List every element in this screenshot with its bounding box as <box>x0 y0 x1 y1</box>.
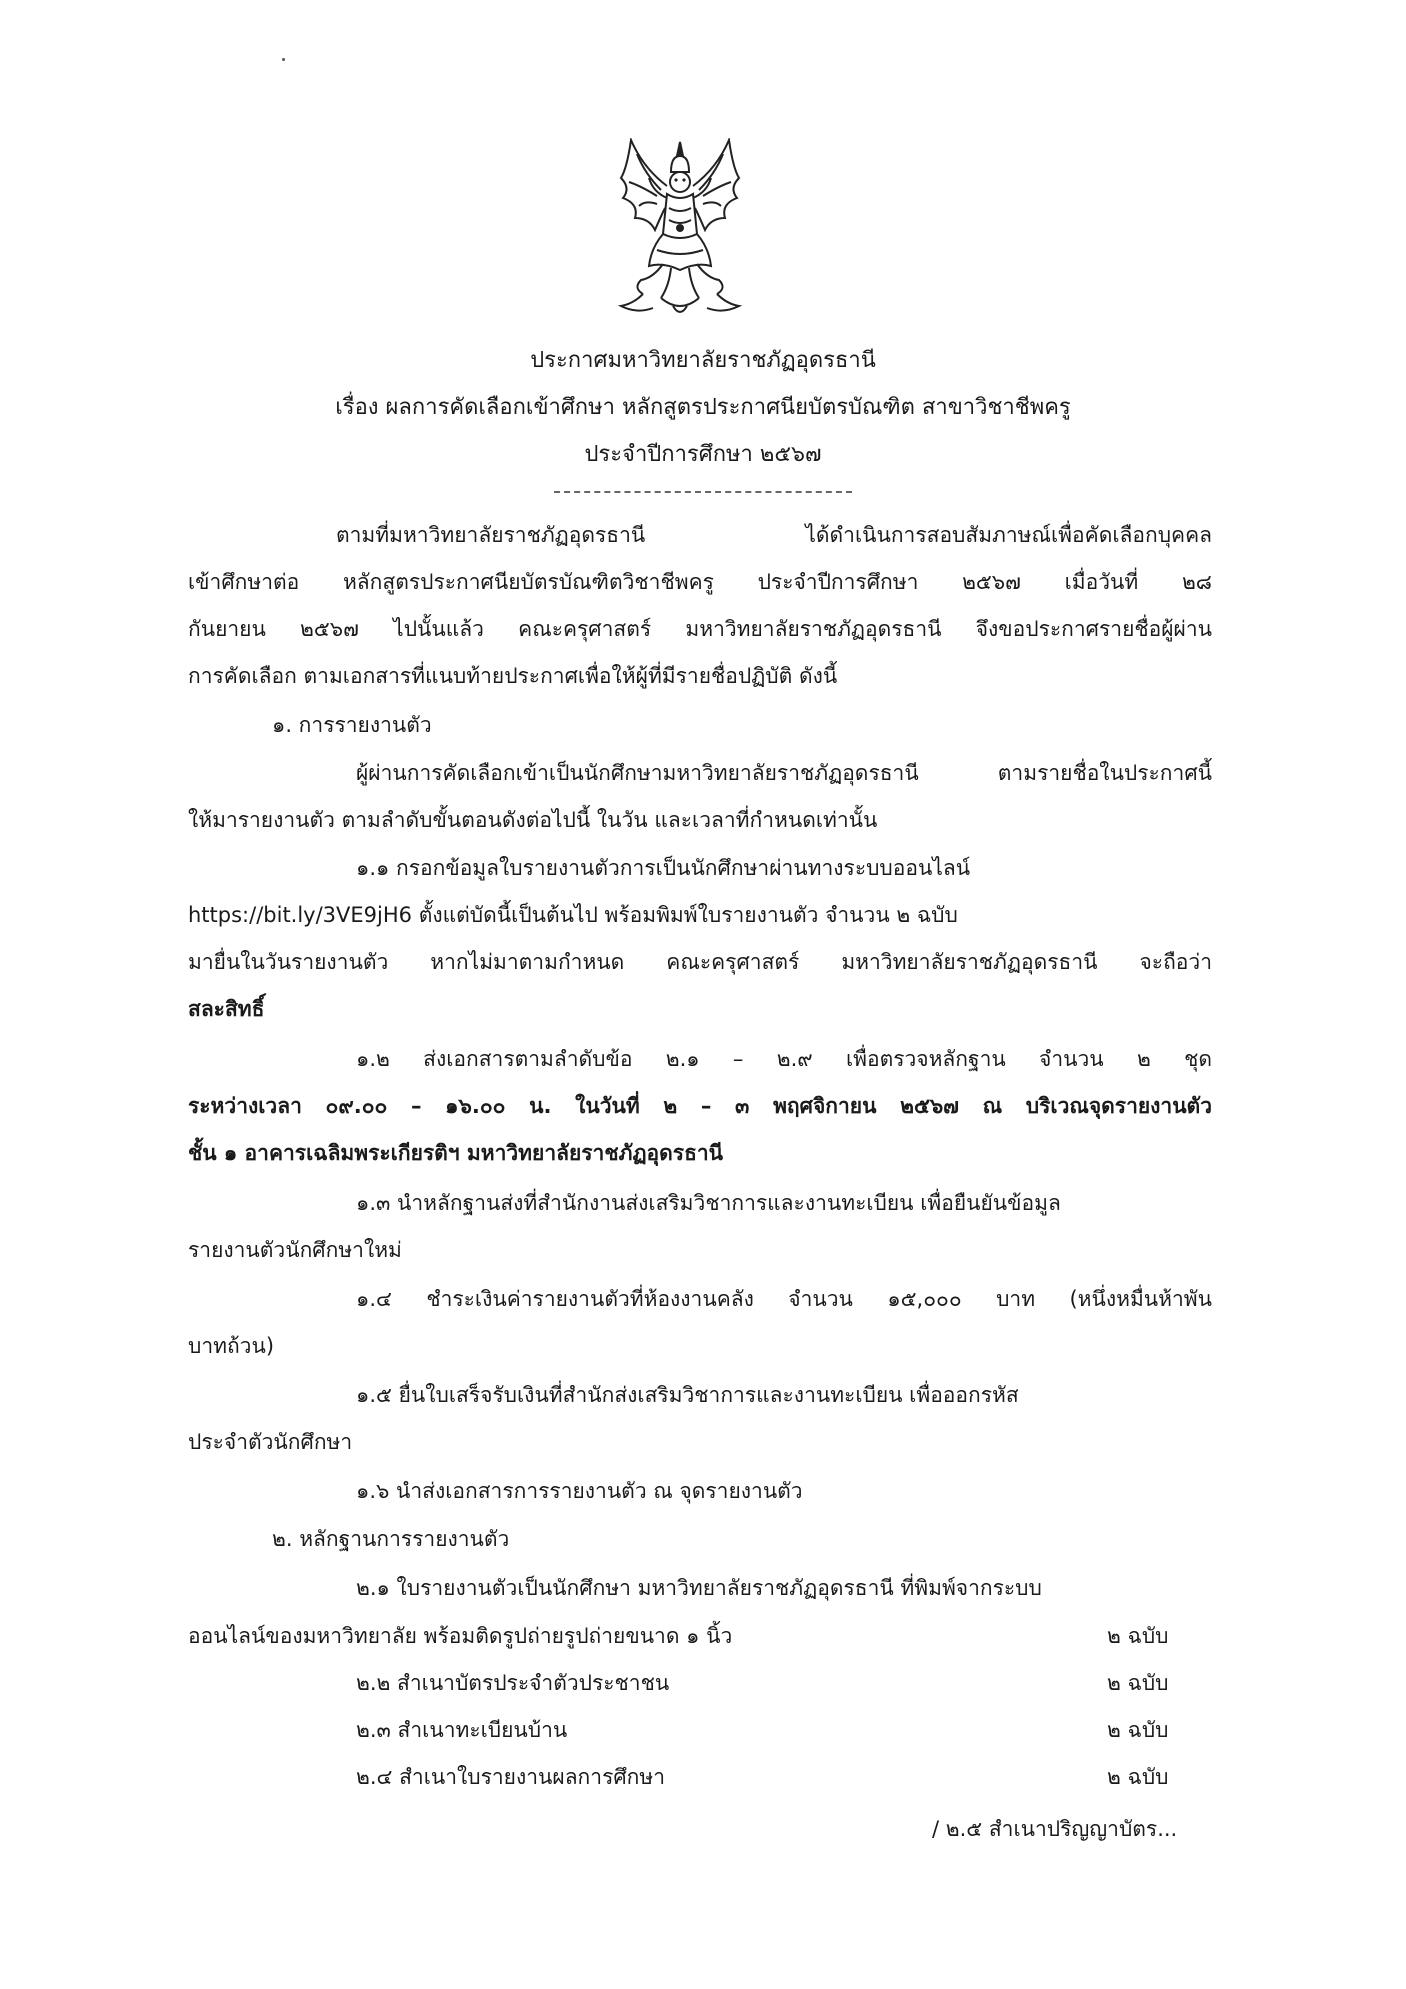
continuation-note: / ๒.๕ สำเนาปริญญาบัตร... <box>932 1817 1178 1841</box>
section-2-heading: ๒. หลักฐานการรายงานตัว <box>272 1527 510 1551</box>
item-2-4-line: ๒.๔ สำเนาใบรายงานผลการศึกษา <box>356 1765 666 1789</box>
item-1-1-forfeit: สละสิทธิ์ <box>188 997 265 1021</box>
item-2-3-quantity: ๒ ฉบับ <box>1107 1718 1169 1742</box>
announcement-year: ประจำปีการศึกษา ๒๕๖๗ <box>584 442 822 467</box>
announcement-title: ประกาศมหาวิทยาลัยราชภัฏอุดรธานี <box>530 348 876 373</box>
scan-speck <box>282 58 285 61</box>
item-1-5-line: ๑.๕ ยื่นใบเสร็จรับเงินที่สำนักส่งเสริมวิชาการและงานทะเบียน เพื่อออกรหัส <box>356 1383 1019 1407</box>
intro-line: การคัดเลือก ตามเอกสารที่แนบท้ายประกาศเพื่อให้ผู้ที่มีรายชื่อปฏิบัติ ดังนี้ <box>188 664 838 688</box>
item-1-1-line: ๑.๑ กรอกข้อมูลใบรายงานตัวการเป็นนักศึกษาผ่านทางระบบออนไลน์ <box>356 856 971 880</box>
announcement-subject: เรื่อง ผลการคัดเลือกเข้าศึกษา หลักสูตรประกาศนียบัตรบัณฑิต สาขาวิชาชีพครู <box>335 395 1071 420</box>
item-1-6-line: ๑.๖ นำส่งเอกสารการรายงานตัว ณ จุดรายงานตัว <box>356 1479 803 1503</box>
item-2-2-quantity: ๒ ฉบับ <box>1107 1671 1169 1695</box>
item-1-2-location: ชั้น ๑ อาคารเฉลิมพระเกียรติฯ มหาวิทยาลัยราชภัฏอุดรธานี <box>188 1141 724 1165</box>
intro-line: กันยายน ๒๕๖๗ ไปนั้นแล้ว คณะครุศาสตร์ มหาวิทยาลัยราชภัฏอุดรธานี จึงขอประกาศรายชื่อผู้ผ่าน <box>188 617 1212 641</box>
intro-line: เข้าศึกษาต่อ หลักสูตรประกาศนียบัตรบัณฑิตวิชาชีพครู ประจำปีการศึกษา ๒๕๖๗ เมื่อวันที่ ๒๘ <box>188 570 1212 594</box>
item-1-2-line: ๑.๒ ส่งเอกสารตามลำดับข้อ ๒.๑ – ๒.๙ เพื่อตรวจหลักฐาน จำนวน ๒ ชุด <box>356 1047 1212 1071</box>
item-1-5-line: ประจำตัวนักศึกษา <box>188 1430 353 1454</box>
item-2-1-quantity: ๒ ฉบับ <box>1107 1624 1169 1648</box>
item-1-1-link: https://bit.ly/3VE9jH6 ตั้งแต่บัดนี้เป็นต้นไป พร้อมพิมพ์ใบรายงานตัว จำนวน ๒ ฉบับ <box>188 903 958 927</box>
section-1-para-line: ผู้ผ่านการคัดเลือกเข้าเป็นนักศึกษามหาวิทยาลัยราชภัฏอุดรธานี ตามรายชื่อในประกาศนี้ <box>356 761 1212 785</box>
item-1-2-schedule: ระหว่างเวลา ๐๙.๐๐ – ๑๖.๐๐ น. ในวันที่ ๒ – ๓ พฤศจิกายน ๒๕๖๗ ณ บริเวณจุดรายงานตัว <box>188 1094 1212 1118</box>
item-2-2-line: ๒.๒ สำเนาบัตรประจำตัวประชาชน <box>356 1671 670 1695</box>
title-divider <box>554 491 852 493</box>
section-1-para-line: ให้มารายงานตัว ตามลำดับขั้นตอนดังต่อไปนี้ ในวัน และเวลาที่กำหนดเท่านั้น <box>188 808 878 832</box>
intro-line: ตามที่มหาวิทยาลัยราชภัฏอุดรธานี ได้ดำเนินการสอบสัมภาษณ์เพื่อคัดเลือกบุคคล <box>336 523 1212 547</box>
item-1-4-line: ๑.๔ ชำระเงินค่ารายงานตัวที่ห้องงานคลัง จำนวน ๑๕,๐๐๐ บาท (หนึ่งหมื่นห้าพัน <box>356 1287 1212 1311</box>
item-1-3-line: รายงานตัวนักศึกษาใหม่ <box>188 1238 402 1262</box>
item-1-1-line: มายื่นในวันรายงานตัว หากไม่มาตามกำหนด คณะครุศาสตร์ มหาวิทยาลัยราชภัฏอุดรธานี จะถือว่า <box>188 950 1212 974</box>
item-2-3-line: ๒.๓ สำเนาทะเบียนบ้าน <box>356 1718 568 1742</box>
item-2-1-line: ๒.๑ ใบรายงานตัวเป็นนักศึกษา มหาวิทยาลัยราชภัฏอุดรธานี ที่พิมพ์จากระบบ <box>356 1576 1042 1600</box>
item-2-1-line: ออนไลน์ของมหาวิทยาลัย พร้อมติดรูปถ่ายรูปถ่ายขนาด ๑ นิ้ว <box>188 1624 733 1648</box>
item-1-3-line: ๑.๓ นำหลักฐานส่งที่สำนักงานส่งเสริมวิชาการและงานทะเบียน เพื่อยืนยันข้อมูล <box>356 1191 1061 1215</box>
section-1-heading: ๑. การรายงานตัว <box>272 713 432 737</box>
garuda-emblem-icon <box>613 138 747 320</box>
item-2-4-quantity: ๒ ฉบับ <box>1107 1765 1169 1789</box>
item-1-4-line: บาทถ้วน) <box>188 1334 275 1358</box>
